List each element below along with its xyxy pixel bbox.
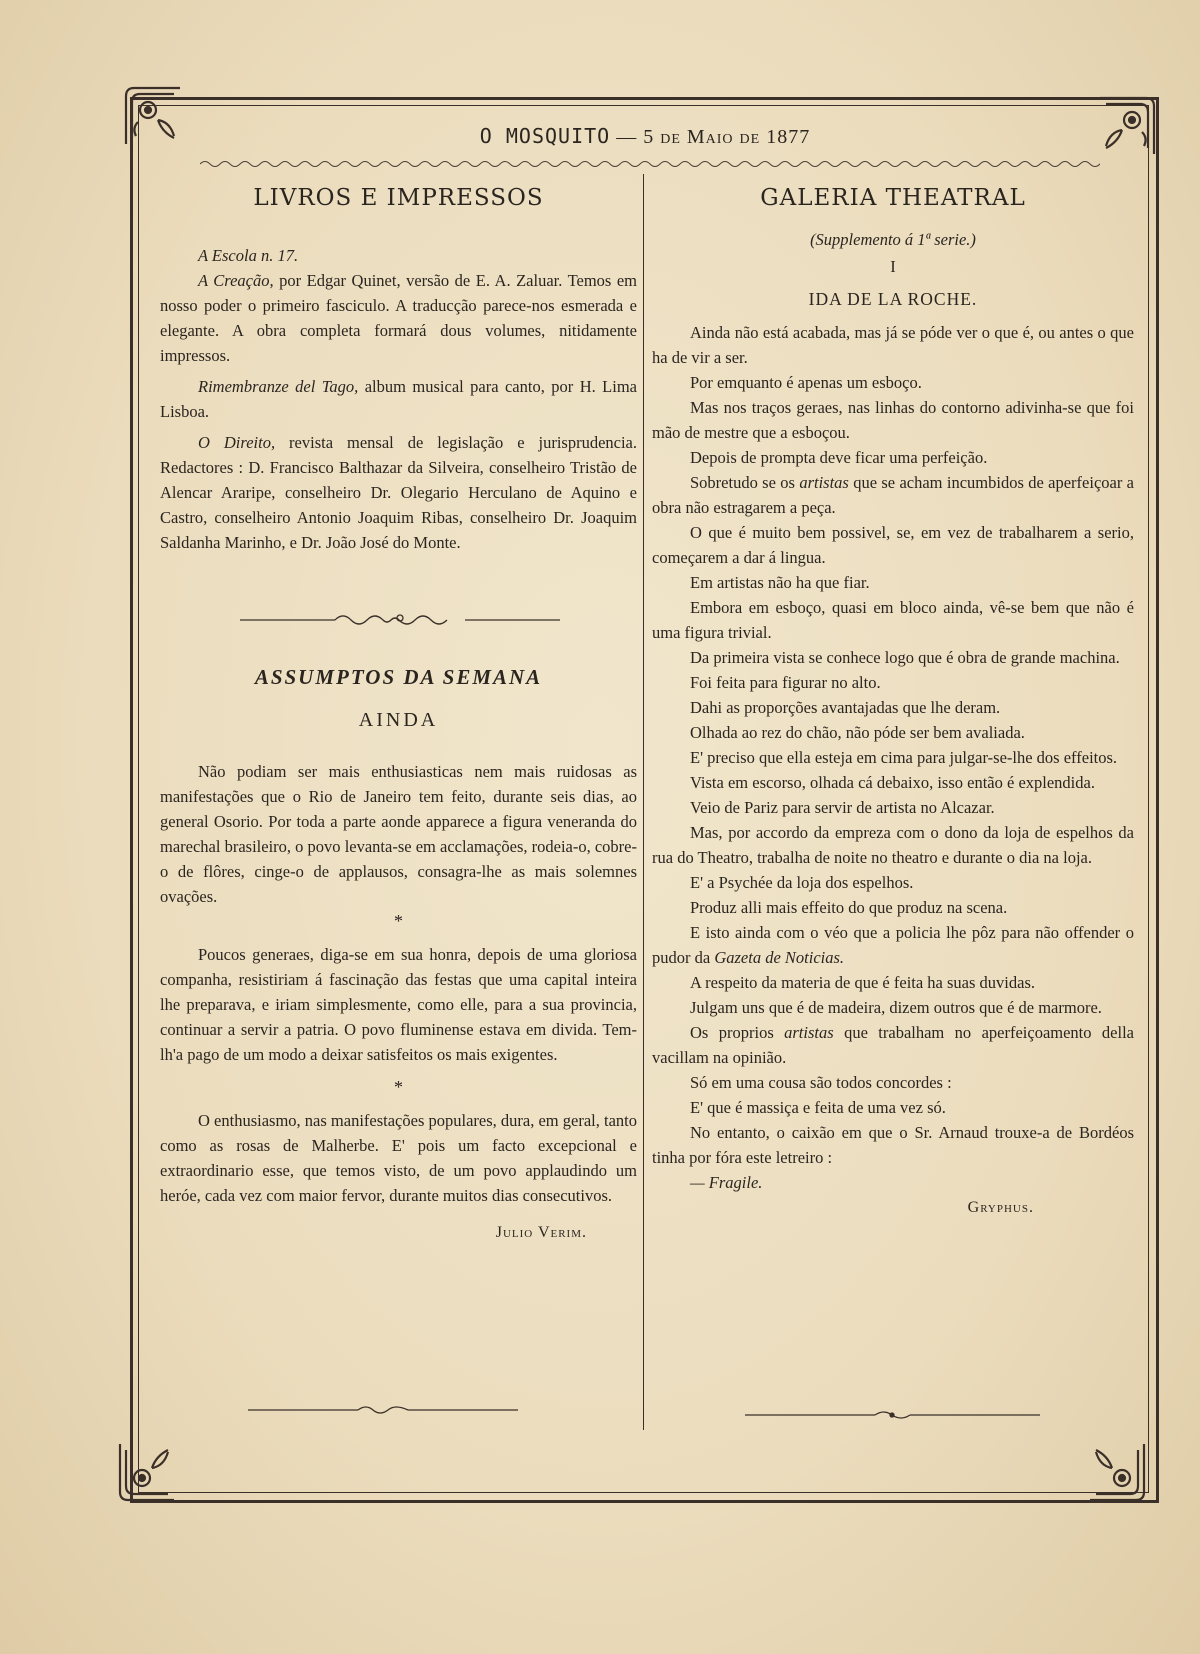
left-column-assumptos — [160, 665, 637, 1245]
galeria-p5-i: artistas — [799, 473, 849, 492]
galeria-paragraph-proprios — [652, 1020, 1134, 1070]
column-divider — [643, 174, 644, 1430]
galeria-paragraphs-4 — [652, 1070, 1134, 1170]
galeria-gaz-i: Gazeta de Noticias. — [714, 948, 845, 967]
ornamental-rule-left-2 — [248, 1404, 518, 1416]
star-separator-1: * — [394, 911, 403, 931]
galeria-paragraph-b-4: Da primeira vista se conhece logo que é obra de grande machina. — [690, 648, 1120, 667]
item-direito — [160, 430, 637, 555]
item-direito-text: revista mensal de legislação e jurisprudencia. Redactores : D. Francisco Balthazar da Silveira, conselheiro Tristão de Alencar Araripe, conselheiro Dr. Olegario Herculano de Aquino e Castro, conselheiro Antonio Joaquim Ribas, conselheiro Dr. Joaquim Saldanha Marinho, e Dr. João José do Monte. — [160, 433, 638, 552]
corner-ornament-bottom-left — [112, 1436, 182, 1506]
galeria-gaz-a: E isto ainda com o véo que a policia lhe pôz para não offender o pudor da — [652, 923, 1134, 967]
item-rimembranze-title: Rimembranze del Tago, — [198, 377, 359, 396]
galeria-p5-a: Sobretudo se os — [690, 473, 800, 492]
galeria-paragraph-b-1: O que é muito bem possivel, se, em vez de trabalharem a serio, começarem a dar á lingua. — [652, 523, 1134, 567]
galeria-paragraph-b-12: E' a Psychée da loja dos espelhos. — [690, 873, 914, 892]
item-rimembranze — [160, 374, 637, 424]
galeria-paragraph-b-3: Embora em esboço, quasi em bloco ainda, vê-se bem que não é uma figura trivial. — [652, 598, 1134, 642]
galeria-paragraph-c-2: Julgam uns que é de madeira, dizem outros que é de marmore. — [690, 998, 1102, 1017]
item-direito-title: O Direito, — [198, 433, 276, 452]
galeria-heading: IDA DE LA ROCHE. — [808, 289, 978, 309]
signature-julio-verim: Julio Verim. — [495, 1224, 587, 1241]
galeria-paragraphs-2 — [652, 520, 1134, 920]
galeria-paragraph-gazeta — [652, 920, 1134, 970]
galeria-paragraph-d-3: No entanto, o caixão em que o Sr. Arnaud trouxe-a de Bordéos tinha por fóra este letreiro : — [652, 1123, 1134, 1167]
left-column — [160, 186, 637, 555]
article-paragraph-1: Não podiam ser mais enthusiasticas nem mais ruidosas as manifestações que o Rio de Janeiro tem feito, durante seis dias, ao general Osorio. Por toda a parte aonde apparece a figura veneranda do marechal brasileiro, o povo levanta-se em acclamações, rodeia-o, cobre-o de flôres, cinge-o de applausos, consagra-lhe as mais solemnes ovações. — [160, 762, 637, 906]
right-column — [652, 186, 1134, 1220]
galeria-paragraph-a-1: Ainda não está acabada, mas já se póde ver o que é, ou antes o que ha de vir a ser. — [652, 323, 1134, 367]
item-creacao-text: por Edgar Quinet, versão de E. A. Zaluar. Temos em nosso poder o primeiro fasciculo. A traducção parece-nos esmerada e elegante. A obra completa formará dous volumes, nitidamente impressos. — [160, 271, 638, 365]
article-paragraph-3: O enthusiasmo, nas manifestações populares, dura, em geral, tanto como as rosas de Malherbe. E' pois um facto excepcional e extraordinario esse, que temos visto, de um povo applaudindo um heróe, cada vez com maior fervor, durante muitos dias consecutivos. — [160, 1111, 637, 1205]
galeria-paragraphs-1 — [652, 320, 1134, 470]
item-rimembranze-text: album musical para canto, por H. Lima Lisboa. — [160, 377, 637, 421]
section-subtitle-ainda: AINDA — [358, 709, 439, 731]
galeria-paragraphs-3 — [652, 970, 1134, 1020]
galeria-paragraph-d-2: E' que é massiça e feita de uma vez só. — [690, 1098, 946, 1117]
header-year: 1877 — [766, 126, 811, 148]
galeria-paragraph-b-8: E' preciso que ella esteja em cima para julgar-se-lhe dos effeitos. — [690, 748, 1118, 767]
article-paragraph-2: Poucos generaes, diga-se em sua honra, depois de uma gloriosa companha, resistiriam á fascinação das festas que uma capital inteira lhe preparava, e iriam simplesmente, como elle, para a sua provincia, continuar a servir a patria. O povo fluminense estava em divida. Tem-lh'a pago de um modo a deixar satisfeitos os mais exigentes. — [160, 945, 637, 1064]
item-escola-text: A Escola n. 17. — [198, 246, 299, 265]
galeria-subtitle: (Supplemento á 1ª serie.) — [810, 230, 976, 249]
page-header — [150, 124, 1140, 149]
galeria-paragraph-c-1: A respeito da materia de que é feita ha suas duvidas. — [690, 973, 1036, 992]
corner-ornament-bottom-right — [1082, 1436, 1152, 1506]
item-creacao-title: A Creação, — [198, 271, 274, 290]
section-title-galeria: GALERIA THEATRAL — [760, 185, 1026, 211]
item-escola — [160, 243, 637, 268]
ornamental-rule-left-1 — [240, 610, 560, 630]
star-separator-2: * — [394, 1077, 403, 1097]
signature-gryphus: Gryphus. — [967, 1199, 1034, 1216]
header-wavy-rule — [200, 158, 1100, 170]
galeria-art-b: que trabalham no aperfeiçoamento della vacillam na opinião. — [652, 1023, 1134, 1067]
header-day: 5 — [643, 126, 655, 148]
galeria-paragraph-b-6: Dahi as proporções avantajadas que lhe deram. — [690, 698, 1001, 717]
galeria-p5-b: que se acham incumbidos de aperfeiçoar a obra não estragarem a peça. — [652, 473, 1135, 517]
galeria-paragraph-b-9: Vista em escorso, olhada cá debaixo, isso então é explendida. — [690, 773, 1095, 792]
masthead: O MOSQUITO — [479, 124, 611, 148]
header-dash: — — [616, 126, 638, 148]
item-creacao — [160, 268, 637, 368]
galeria-art-i: artistas — [784, 1023, 834, 1042]
galeria-paragraph-a-3: Mas nos traços geraes, nas linhas do contorno adivinha-se que foi mão de mestre que a esboçou. — [652, 398, 1134, 442]
galeria-numeral: I — [890, 257, 896, 276]
header-date: de Maio de — [660, 126, 761, 148]
galeria-fragile: — Fragile. — [690, 1173, 763, 1192]
galeria-art-a: Os proprios — [690, 1023, 785, 1042]
galeria-paragraph-artistas — [652, 470, 1134, 520]
galeria-paragraph-a-2: Por emquanto é apenas um esboço. — [690, 373, 922, 392]
section-title-livros: LIVROS E IMPRESSOS — [253, 185, 544, 211]
galeria-paragraph-a-4: Depois de prompta deve ficar uma perfeição. — [690, 448, 988, 467]
ornamental-rule-right — [745, 1409, 1040, 1421]
galeria-paragraph-b-13: Produz alli mais effeito do que produz na scena. — [690, 898, 1008, 917]
galeria-paragraph-b-5: Foi feita para figurar no alto. — [690, 673, 881, 692]
galeria-paragraph-b-11: Mas, por accordo da empreza com o dono da loja de espelhos da rua do Theatro, trabalha de noite no theatro e durante o dia na loja. — [652, 823, 1134, 867]
section-title-assumptos: ASSUMPTOS DA SEMANA — [254, 665, 543, 689]
galeria-paragraph-b-10: Veio de Pariz para servir de artista no Alcazar. — [690, 798, 995, 817]
galeria-paragraph-b-2: Em artistas não ha que fiar. — [690, 573, 870, 592]
galeria-paragraph-b-7: Olhada ao rez do chão, não póde ser bem avaliada. — [690, 723, 1025, 742]
galeria-paragraph-d-1: Só em uma cousa são todos concordes : — [690, 1073, 952, 1092]
